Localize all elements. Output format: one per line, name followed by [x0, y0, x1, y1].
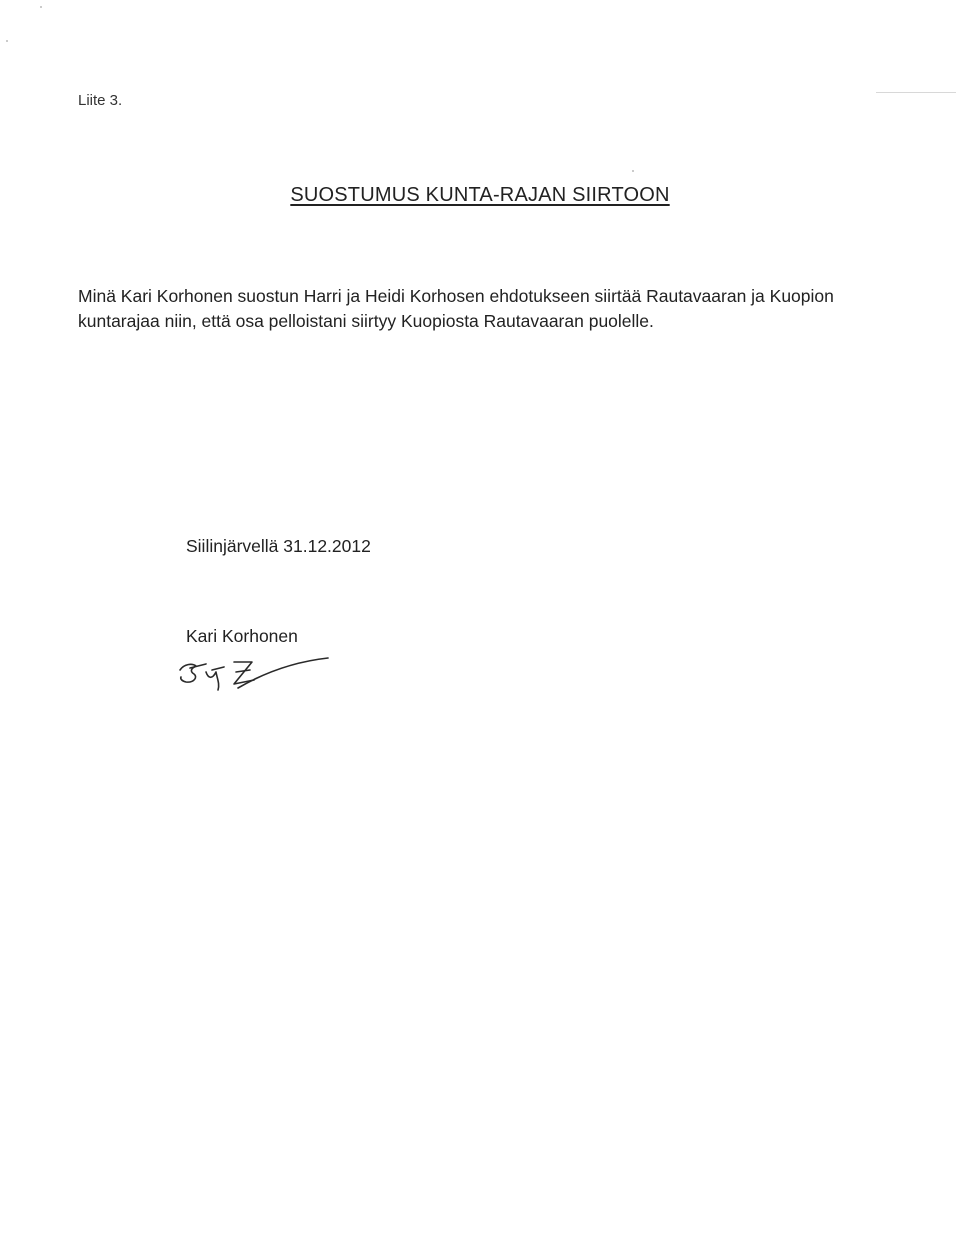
- body-line: kuntarajaa niin, että osa pelloistani siirtyy Kuopiosta Rautavaaran puolelle.: [78, 311, 654, 331]
- document-title: SUOSTUMUS KUNTA-RAJAN SIIRTOON: [290, 184, 670, 206]
- attachment-label: Liite 3.: [78, 92, 123, 109]
- handwritten-signature: [172, 650, 332, 696]
- consent-body: [78, 284, 898, 334]
- body-line: Minä Kari Korhonen suostun Harri ja Heidi Korhosen ehdotukseen siirtää Rautavaaran ja Kuopion: [78, 286, 834, 306]
- signer-name: Kari Korhonen: [186, 626, 298, 646]
- place-and-date: Siilinjärvellä 31.12.2012: [186, 536, 371, 556]
- scan-speck: [632, 170, 634, 172]
- scan-speck: [6, 40, 8, 42]
- scan-speck: [40, 6, 42, 8]
- scan-edge-line: [876, 92, 956, 93]
